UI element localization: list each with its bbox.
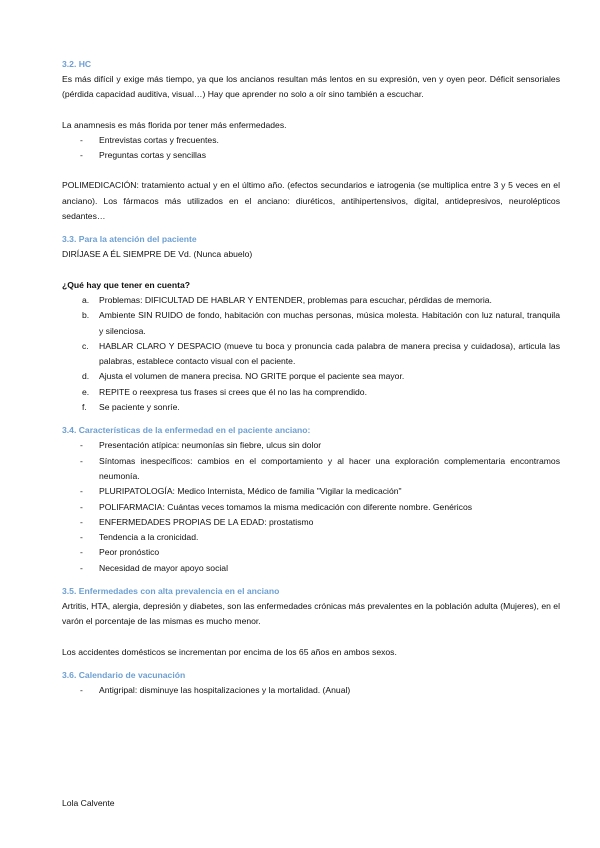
list-item: b. Ambiente SIN RUIDO de fondo, habitación con muchas personas, música molesta. Habitación con luz natural, tranquila y silenciosa. bbox=[82, 310, 560, 336]
list-item: - Presentación atípica: neumonías sin fiebre, ulcus sin dolor bbox=[80, 440, 322, 451]
vacunacion-bullet-list bbox=[62, 683, 560, 698]
hc-paragraph-3: POLIMEDICACIÓN: tratamiento actual y en el último año. (efectos secundarios e iatrogenia (se multiplica entre 3 y 5 veces en el anciano). Los fármacos más utilizados en el anciano: diuréticos, antihipertensivos, digital, antidepresivos, neurolépticos sedantes… bbox=[62, 180, 560, 222]
hc-paragraph-2: La anamnesis es más florida por tener más enfermedades. bbox=[62, 119, 287, 130]
section-heading-atencion: 3.3. Para la atención del paciente bbox=[62, 234, 197, 245]
footer-author: Lola Calvente bbox=[62, 798, 115, 808]
list-item: d. Ajusta el volumen de manera precisa. NO GRITE porque el paciente sea mayor. bbox=[82, 371, 405, 382]
list-item: - Necesidad de mayor apoyo social bbox=[80, 562, 228, 573]
document-page bbox=[62, 57, 560, 698]
list-item: e. REPITE o reexpresa tus frases si crees que él no las ha comprendido. bbox=[82, 386, 367, 397]
list-item: - Síntomas inespecíficos: cambios en el comportamiento y al hacer una exploración complementaria encontramos neumonía. bbox=[80, 455, 560, 481]
list-item: - PLURIPATOLOGÍA: Medico Internista, Médico de familia "Vigilar la medicación" bbox=[80, 486, 402, 497]
list-item: c. HABLAR CLARO Y DESPACIO (mueve tu boca y pronuncia cada palabra de manera precisa y cuidadosa), articula las palabras, establece contacto visual con el paciente. bbox=[82, 340, 560, 367]
atencion-paragraph-1: DIRÍJASE A ÉL SIEMPRE DE Vd. (Nunca abuelo) bbox=[62, 249, 253, 260]
list-item: - ENFERMEDADES PROPIAS DE LA EDAD: prostatismo bbox=[80, 516, 314, 527]
atencion-question: ¿Qué hay que tener en cuenta? bbox=[62, 279, 190, 290]
list-item: - Tendencia a la cronicidad. bbox=[80, 532, 199, 543]
section-heading-hc: 3.2. HC bbox=[62, 59, 92, 69]
atencion-list bbox=[62, 293, 560, 415]
section-heading-vacunacion: 3.6. Calendario de vacunación bbox=[62, 669, 186, 680]
list-item: - Entrevistas cortas y frecuentes. bbox=[80, 134, 219, 145]
list-item: - Peor pronóstico bbox=[80, 547, 160, 558]
caracteristicas-bullet-list bbox=[62, 438, 560, 576]
section-heading-prevalencia: 3.5. Enfermedades con alta prevalencia en el anciano bbox=[62, 586, 280, 597]
list-item: - POLIFARMACIA: Cuántas veces tomamos la misma medicación con diferente nombre. Genéricos bbox=[80, 501, 473, 512]
hc-bullet-list bbox=[62, 133, 560, 164]
prevalencia-paragraph-2: Los accidentes domésticos se incrementan por encima de los 65 años en ambos sexos. bbox=[62, 646, 397, 657]
list-item: - Antigripal: disminuye las hospitalizaciones y la mortalidad. (Anual) bbox=[80, 684, 351, 695]
section-heading-caracteristicas: 3.4. Características de la enfermedad en el paciente anciano: bbox=[62, 425, 311, 436]
list-item: a. Problemas: DIFICULTAD DE HABLAR Y ENTENDER, problemas para escuchar, pérdidas de memoria. bbox=[82, 294, 492, 305]
prevalencia-paragraph-1: Artritis, HTA, alergia, depresión y diabetes, son las enfermedades crónicas más prevalentes en la población adulta (Mujeres), en el varón el porcentaje de las mismas es mucho menor. bbox=[62, 601, 560, 627]
list-item: f. Se paciente y sonríe. bbox=[82, 402, 180, 413]
hc-paragraph-1: Es más difícil y exige más tiempo, ya que los ancianos resultan más lentos en su expresión, ven y oyen peor. Déficit sensoriales (pérdida capacidad auditiva, visual…) Hay que aprender no solo a oír sino también a escuchar. bbox=[62, 74, 560, 100]
list-item: - Preguntas cortas y sencillas bbox=[80, 150, 206, 161]
